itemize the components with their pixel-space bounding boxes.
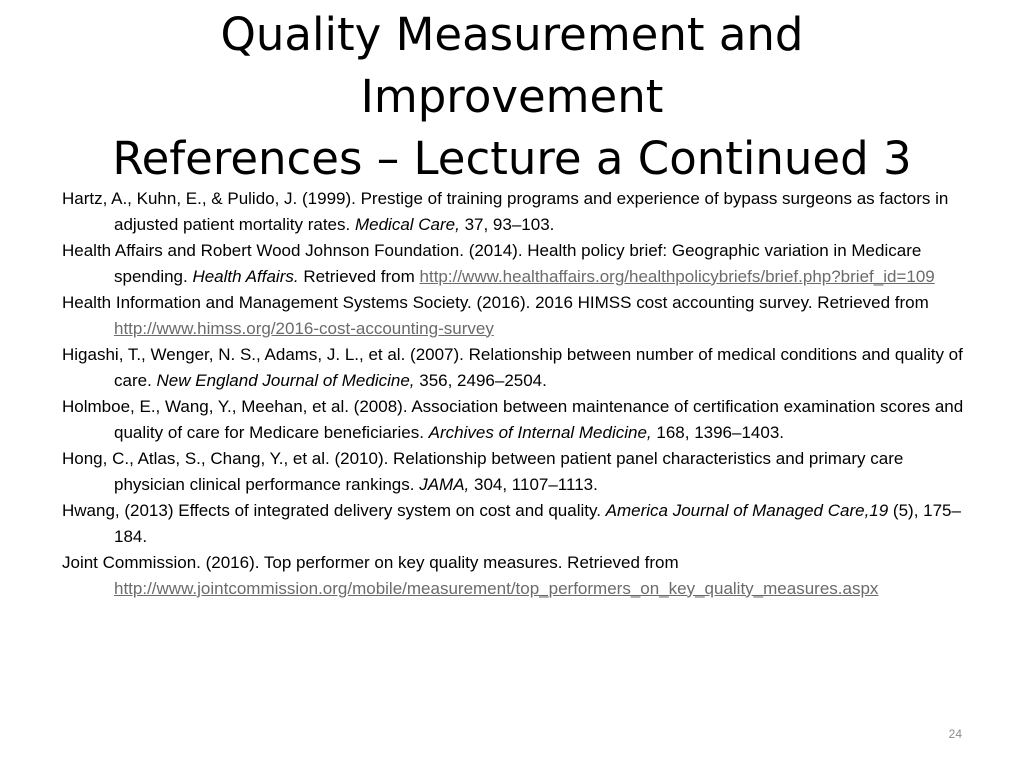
reference-source: Health Affairs. — [192, 266, 299, 286]
reference-text: Higashi, T., Wenger, N. S., Adams, J. L., et al. (2007). Relationship between number of medical conditions and quality of care. — [62, 345, 963, 390]
reference-item — [62, 498, 972, 549]
reference-source: Archives of Internal Medicine, — [428, 422, 652, 442]
slide-number: 24 — [948, 727, 962, 741]
reference-source: America Journal of Managed Care,19 — [605, 501, 889, 520]
reference-link[interactable]: http://www.jointcommission.org/mobile/measurement/top_performers_on_key_quality_measures.aspx — [114, 578, 879, 598]
reference-details: 356, 2496–2504. — [414, 370, 547, 390]
title-line-1: Quality Measurement and — [220, 8, 804, 61]
title-line-3: References – Lecture a Continued 3 — [112, 132, 912, 185]
reference-item — [62, 550, 972, 601]
title-line-2: Improvement — [360, 70, 664, 123]
reference-text: Health Information and Management Systems Society. (2016). 2016 HIMSS cost accounting survey. Retrieved from — [62, 293, 929, 312]
reference-text: Joint Commission. (2016). Top performer on key quality measures. Retrieved from — [62, 553, 679, 572]
reference-item — [62, 186, 972, 237]
slide-title — [0, 4, 1024, 190]
reference-details: Retrieved from — [298, 266, 420, 286]
reference-text: Hwang, (2013) Effects of integrated delivery system on cost and quality. — [62, 501, 606, 520]
reference-text: Holmboe, E., Wang, Y., Meehan, et al. (2008). Association between maintenance of certification examination scores and quality of care for Medicare beneficiaries. — [62, 397, 964, 442]
reference-source: JAMA, — [419, 474, 470, 494]
reference-details: 304, 1107–1113. — [469, 474, 598, 494]
reference-details: 168, 1396–1403. — [651, 422, 785, 442]
reference-text: Health Affairs and Robert Wood Johnson Foundation. (2014). Health policy brief: Geographic variation in Medicare spending. — [62, 241, 922, 286]
reference-source: Medical Care, — [354, 214, 460, 234]
reference-item — [62, 290, 972, 341]
reference-item — [62, 446, 972, 497]
reference-text: Hong, C., Atlas, S., Chang, Y., et al. (2010). Relationship between patient panel characteristics and primary care physician clinical performance rankings. — [62, 449, 904, 494]
reference-list — [62, 186, 972, 602]
reference-link[interactable]: http://www.healthaffairs.org/healthpolicybriefs/brief.php?brief_id=109 — [419, 266, 935, 286]
reference-details: (5), 175–184. — [114, 501, 961, 546]
reference-details: 37, 93–103. — [459, 214, 555, 234]
reference-source: New England Journal of Medicine, — [156, 370, 415, 390]
reference-text: Hartz, A., Kuhn, E., & Pulido, J. (1999). Prestige of training programs and experience of bypass surgeons as factors in adjusted patient mortality rates. — [62, 189, 949, 234]
reference-item — [62, 238, 972, 289]
reference-link[interactable]: http://www.himss.org/2016-cost-accounting-survey — [114, 318, 494, 338]
reference-item — [62, 342, 972, 393]
reference-item — [62, 394, 972, 445]
